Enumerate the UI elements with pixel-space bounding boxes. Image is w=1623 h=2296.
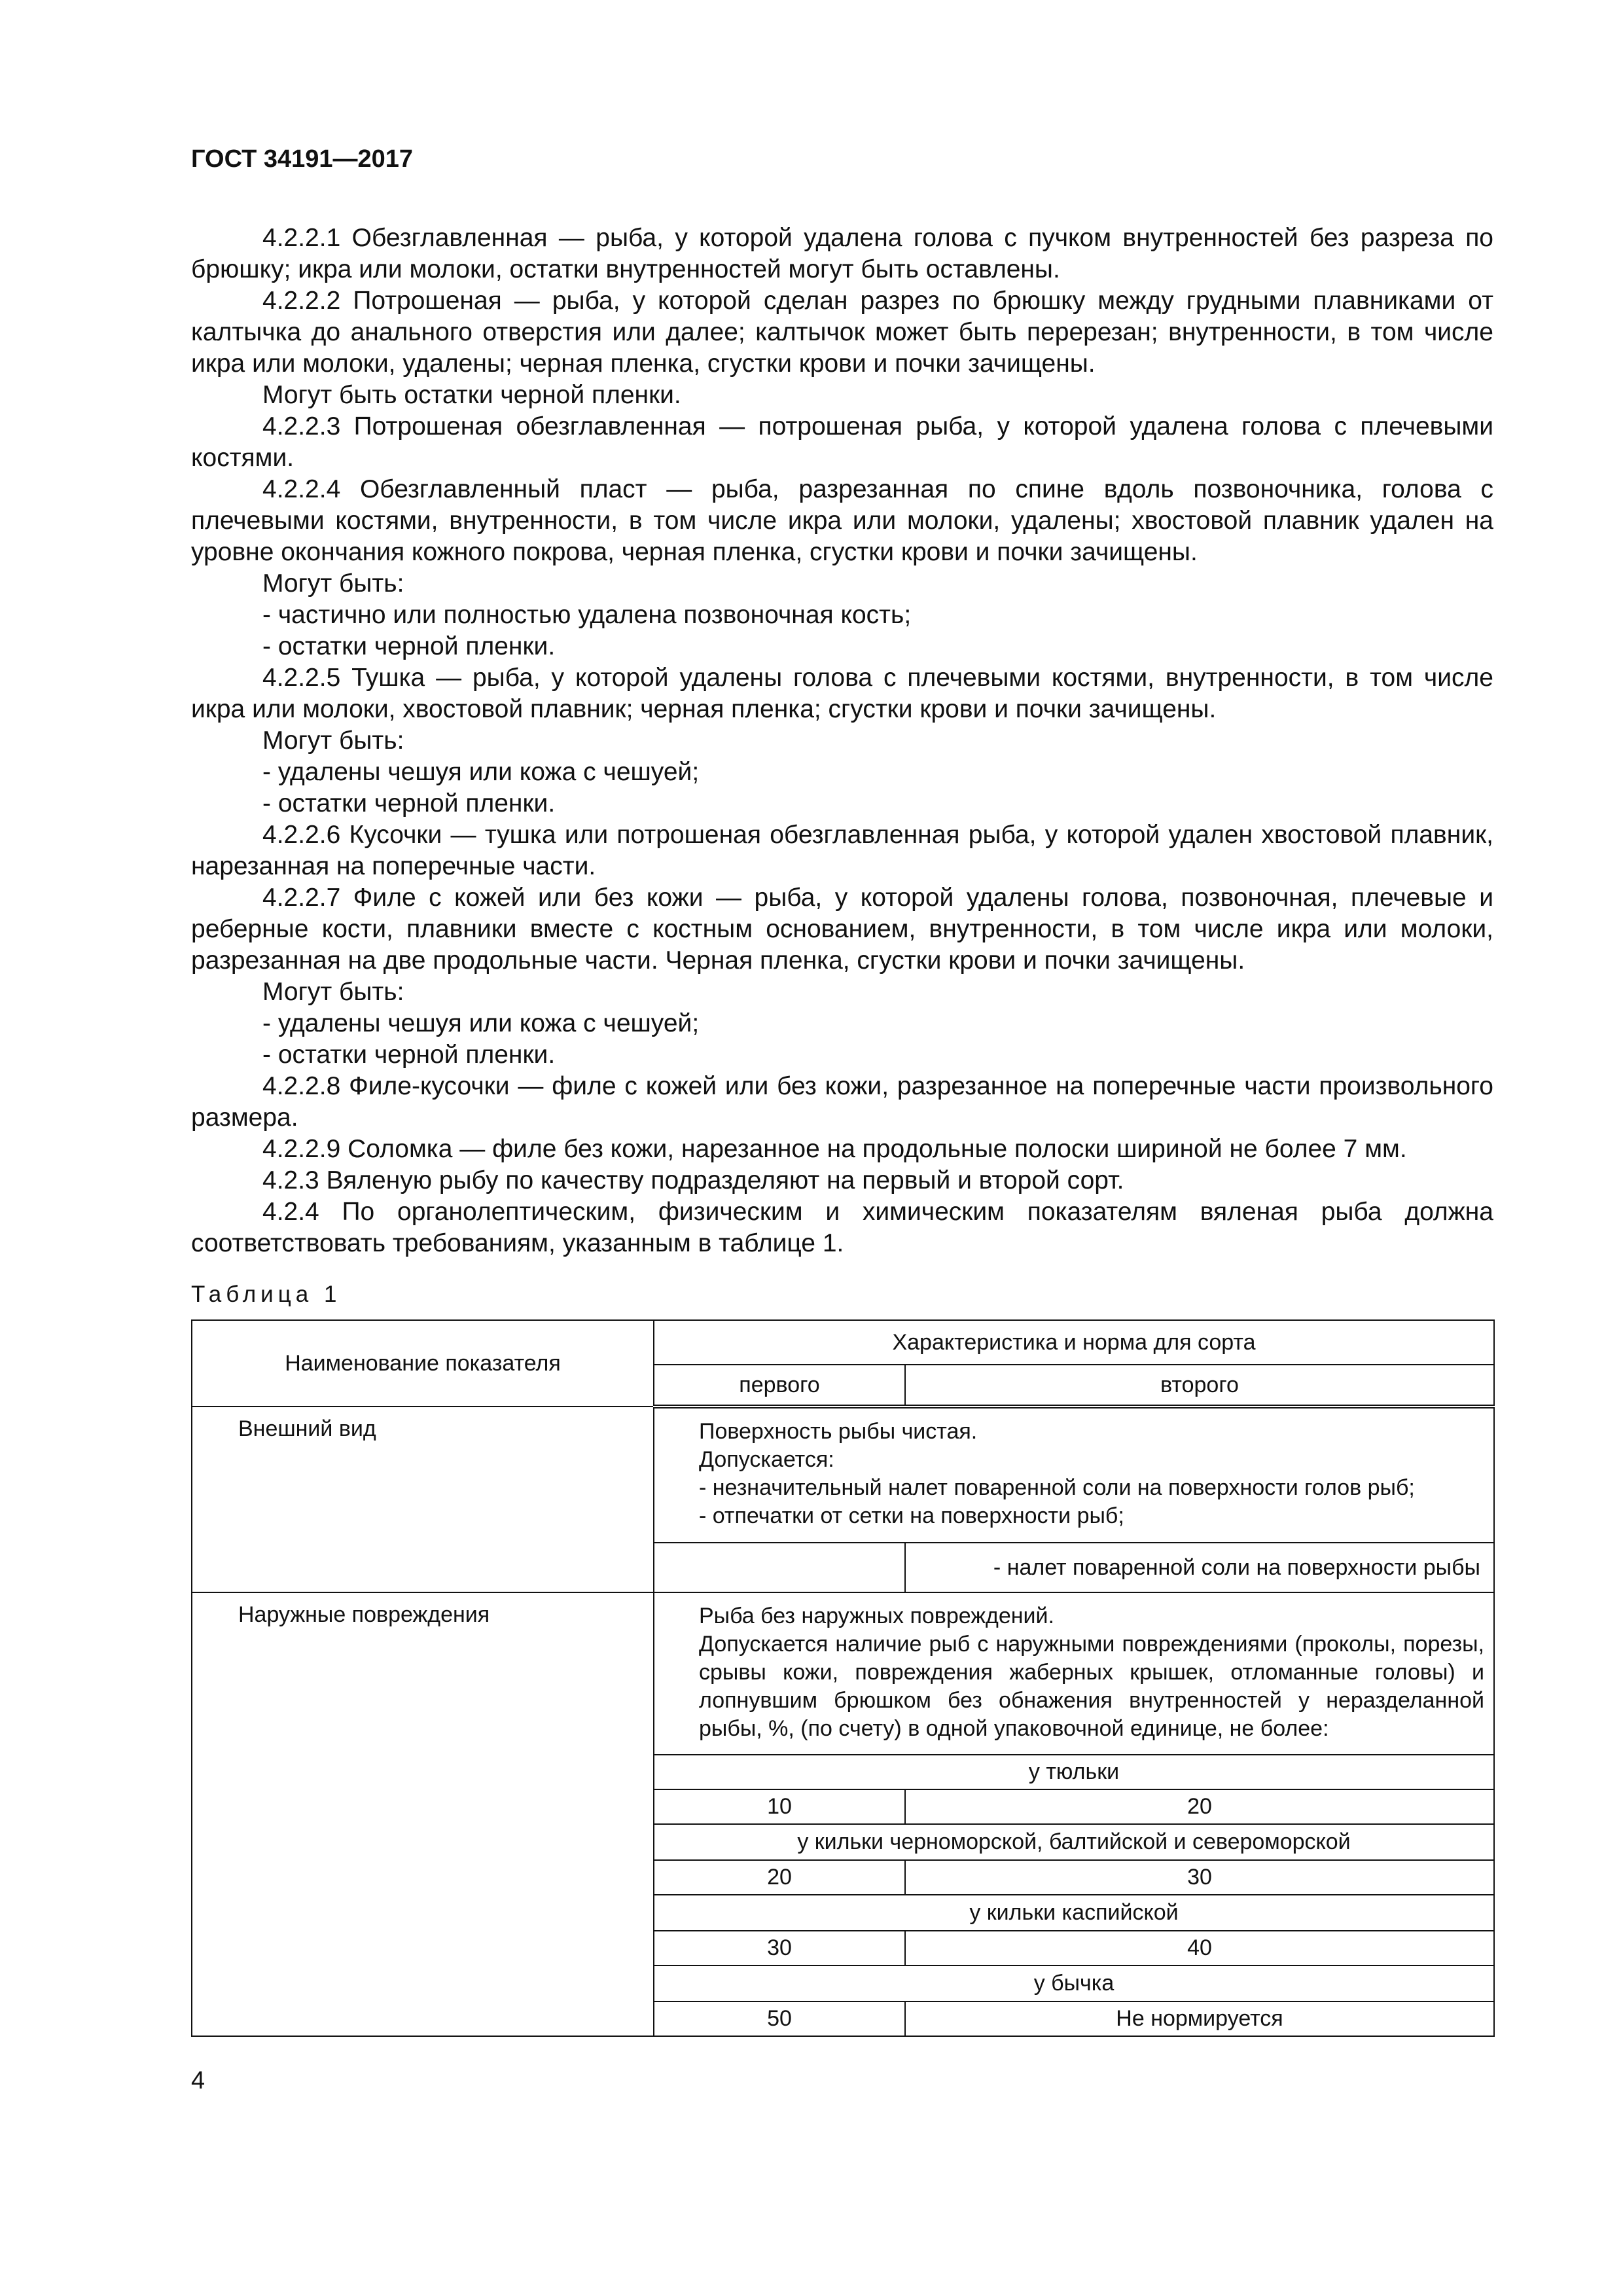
- paragraph: 4.2.2.5 Тушка — рыба, у которой удалены голова с плечевыми костями, внутренности, в том числе икра или молоки, хвостовой плавник; черная пленка; сгустки крови и почки зачищены.: [191, 664, 1493, 723]
- damage-description: [654, 1592, 1494, 1755]
- second-grade-value: Не нормируется: [905, 2001, 1494, 2036]
- paragraph: 4.2.2.6 Кусочки — тушка или потрошеная обезглавленная рыба, у которой удален хвостовой плавник, нарезанная на поперечные части.: [191, 821, 1493, 880]
- table-caption: Таблица 1: [191, 1282, 342, 1307]
- document-body: [191, 223, 1493, 1259]
- paragraph: 4.2.2.4 Обезглавленный пласт — рыба, разрезанная по спине вдоль позвоночника, голова с плечевыми костями, внутренности, в том числе икра или молоки, удалены; хвостовой плавник удален на уровне окончания кожного покрова, черная пленка, сгустки крови и почки зачищены.: [191, 475, 1493, 566]
- table-header-second: второго: [905, 1365, 1494, 1407]
- appearance-line: Допускается:: [699, 1447, 834, 1472]
- second-grade-value: 40: [905, 1931, 1494, 1965]
- list-item: - удалены чешуя или кожа с чешуей;: [262, 1009, 700, 1037]
- table-header-first: первого: [654, 1365, 905, 1407]
- damage-line: Рыба без наружных повреждений.: [699, 1604, 1054, 1628]
- table-header-group: Характеристика и норма для сорта: [654, 1320, 1494, 1365]
- first-grade-value: 20: [654, 1860, 905, 1895]
- list-item: - остатки черной пленки.: [262, 789, 556, 817]
- quality-table: [191, 1319, 1495, 2037]
- appearance-line: Поверхность рыбы чистая.: [699, 1419, 978, 1444]
- appearance-first-empty: [654, 1543, 905, 1592]
- paragraph: Могут быть:: [262, 978, 404, 1006]
- species-label: у бычка: [654, 1965, 1494, 2001]
- list-item: - остатки черной пленки.: [262, 1041, 556, 1069]
- paragraph: 4.2.2.3 Потрошеная обезглавленная — потрошеная рыба, у которой удалена голова с плечевыми костями.: [191, 412, 1493, 472]
- appearance-line: - отпечатки от сетки на поверхности рыб;: [699, 1503, 1124, 1528]
- list-item: - остатки черной пленки.: [262, 632, 556, 660]
- first-grade-value: 50: [654, 2001, 905, 2036]
- paragraph: 4.2.2.8 Филе-кусочки — филе с кожей или без кожи, разрезанное на поперечные части произвольного размера.: [191, 1072, 1493, 1132]
- appearance-line: - незначительный налет поваренной соли на поверхности голов рыб;: [699, 1475, 1415, 1500]
- appearance-second-value: - налет поваренной соли на поверхности рыбы: [905, 1543, 1494, 1592]
- first-grade-value: 30: [654, 1931, 905, 1965]
- paragraph: 4.2.2.9 Соломка — филе без кожи, нарезанное на продольные полоски шириной не более 7 мм.: [262, 1135, 1407, 1163]
- second-grade-value: 20: [905, 1789, 1494, 1824]
- paragraph: 4.2.2.1 Обезглавленная — рыба, у которой удалена голова с пучком внутренностей без разреза по брюшку; икра или молоки, остатки внутренностей могут быть оставлены.: [191, 224, 1493, 283]
- row-label-appearance: Внешний вид: [192, 1407, 654, 1592]
- species-label: у тюльки: [654, 1755, 1494, 1789]
- document-header: ГОСТ 34191—2017: [191, 145, 414, 173]
- row-label-damage: Наружные повреждения: [192, 1592, 654, 2036]
- table-header-param: Наименование показателя: [192, 1320, 654, 1407]
- paragraph: Могут быть остатки черной пленки.: [262, 381, 681, 409]
- paragraph: 4.2.3 Вяленую рыбу по качеству подразделяют на первый и второй сорт.: [262, 1166, 1124, 1194]
- paragraph: Могут быть:: [262, 569, 404, 598]
- species-label: у кильки каспийской: [654, 1895, 1494, 1931]
- paragraph: Могут быть:: [262, 726, 404, 755]
- second-grade-value: 30: [905, 1860, 1494, 1895]
- paragraph: 4.2.2.2 Потрошеная — рыба, у которой сделан разрез по брюшку между грудными плавниками от калтычка до анального отверстия или далее; калтычок может быть перерезан; внутренности, в том числе икра или молоки, удалены; черная пленка, сгустки крови и почки зачищены.: [191, 287, 1493, 378]
- appearance-description: [654, 1407, 1494, 1543]
- list-item: - частично или полностью удалена позвоночная кость;: [262, 601, 912, 629]
- species-label: у кильки черноморской, балтийской и североморской: [654, 1824, 1494, 1860]
- damage-line: Допускается наличие рыб с наружными повреждениями (проколы, порезы, срывы кожи, повреждения жаберных крышек, отломанные головы) и лопнувшим брюшком без обнажения внутренностей у неразделанной рыбы, %, (по счету) в одной упаковочной единице, не более:: [699, 1632, 1484, 1741]
- first-grade-value: 10: [654, 1789, 905, 1824]
- paragraph: 4.2.4 По органолептическим, физическим и химическим показателям вяленая рыба должна соответствовать требованиям, указанным в таблице 1.: [191, 1198, 1493, 1257]
- page-number: 4: [191, 2067, 205, 2094]
- paragraph: 4.2.2.7 Филе с кожей или без кожи — рыба, у которой удалены голова, позвоночная, плечевые и реберные кости, плавники вместе с костным основанием, внутренности, в том числе икра или молоки, разрезанная на две продольные части. Черная пленка, сгустки крови и почки зачищены.: [191, 884, 1493, 975]
- list-item: - удалены чешуя или кожа с чешуей;: [262, 758, 700, 786]
